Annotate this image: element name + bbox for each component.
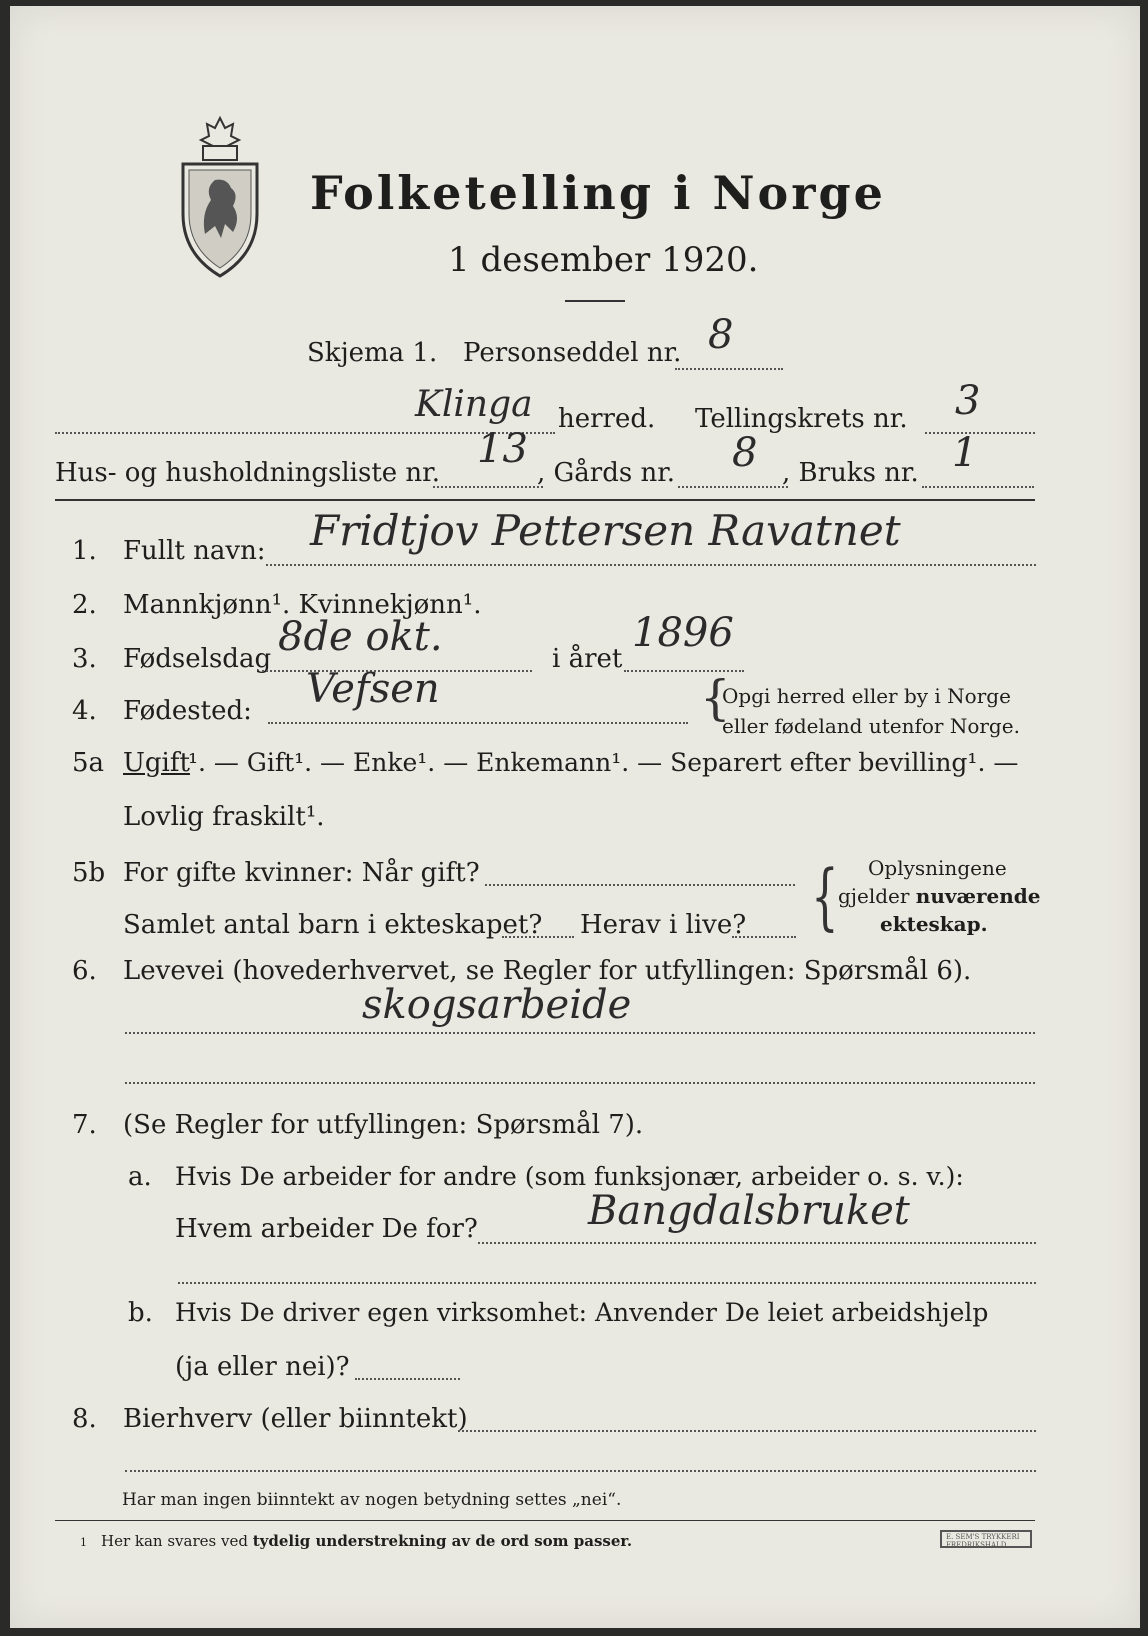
footnote: 1 Her kan svares ved tydelig understrekning av de ord som passer.	[80, 1532, 633, 1550]
q4-note-1: Opgi herred eller by i Norge	[722, 684, 1011, 708]
q4-value: Vefsen	[306, 666, 440, 712]
q5a-ugift: Ugift	[123, 748, 190, 778]
q8-field[interactable]	[458, 1430, 1036, 1432]
q7a-question: Hvem arbeider De for?	[175, 1214, 478, 1244]
q8-number: 8.	[72, 1404, 97, 1434]
divider	[565, 300, 625, 302]
q5b-note-1: Oplysningene	[868, 856, 1007, 880]
q5b-live-field[interactable]	[732, 936, 796, 938]
q7b-question: (ja eller nei)?	[175, 1352, 350, 1382]
q7a-label: Hvis De arbeider for andre (som funksjonær, arbeider o. s. v.):	[175, 1162, 964, 1191]
q7-label: (Se Regler for utfyllingen: Spørsmål 7).	[123, 1110, 644, 1140]
herred-label: herred.	[558, 404, 656, 434]
gards-label: , Gårds nr.	[537, 458, 676, 488]
tellingskrets-value: 3	[955, 378, 981, 424]
q4-brace: {	[700, 670, 731, 726]
personseddel-value: 8	[708, 312, 734, 358]
q6-label: Levevei (hovederhvervet, se Regler for utfyllingen: Spørsmål 6).	[123, 956, 972, 986]
q7a-letter: a.	[128, 1162, 152, 1192]
q3-aret-value: 1896	[632, 610, 734, 656]
gards-field[interactable]	[678, 486, 788, 488]
skjema-label: Skjema 1.	[307, 338, 438, 368]
q7b-letter: b.	[128, 1298, 153, 1328]
q5a-options: ¹. — Gift¹. — Enke¹. — Enkemann¹. — Separert efter bevilling¹. —	[188, 748, 1019, 777]
form-title: Folketelling i Norge	[310, 166, 886, 220]
bruks-label: , Bruks nr.	[782, 458, 919, 488]
q5a-line-2: Lovlig fraskilt¹.	[123, 802, 325, 832]
personseddel-label: Personseddel nr.	[463, 338, 682, 368]
personseddel-field[interactable]	[675, 368, 783, 370]
q7a-field[interactable]	[478, 1242, 1036, 1244]
q5b-barn-label: Samlet antal barn i ekteskapet?	[123, 910, 543, 940]
q1-label: Fullt navn:	[123, 536, 266, 566]
herred-value: Klinga	[415, 384, 533, 425]
q7a-field-2[interactable]	[178, 1282, 1036, 1284]
q5b-note-3: ekteskap.	[880, 912, 988, 936]
hus-label: Hus- og husholdningsliste nr.	[55, 458, 441, 488]
q5b-note-2: gjelder nuværende	[838, 884, 1041, 908]
bruks-field[interactable]	[922, 486, 1034, 488]
q3-number: 3.	[72, 644, 97, 674]
q4-field[interactable]	[268, 722, 688, 724]
bruks-value: 1	[952, 430, 978, 476]
q8-field-2[interactable]	[125, 1470, 1036, 1472]
hus-value: 13	[477, 426, 528, 472]
q7b-label: Hvis De driver egen virksomhet: Anvender De leiet arbeidshjelp	[175, 1298, 989, 1327]
header-rule	[55, 499, 1035, 501]
footer-rule	[55, 1520, 1035, 1521]
q7b-field[interactable]	[355, 1378, 460, 1380]
q6-value: skogsarbeide	[362, 982, 632, 1028]
q5b-number: 5b	[72, 858, 106, 888]
q5b-naar-gift-field[interactable]	[485, 884, 795, 886]
q3-aret-label: i året	[552, 644, 623, 674]
q7-number: 7.	[72, 1110, 97, 1140]
q5b-live-label: Herav i live?	[580, 910, 747, 940]
q6-field-2[interactable]	[125, 1082, 1035, 1084]
hus-field[interactable]	[433, 486, 543, 488]
q6-field-1[interactable]	[125, 1032, 1035, 1034]
q8-label: Bierhverv (eller biinntekt)	[123, 1404, 468, 1434]
q1-field[interactable]	[266, 564, 1036, 566]
q5b-barn-field[interactable]	[502, 936, 574, 938]
q5b-brace: {	[811, 854, 839, 938]
gards-value: 8	[732, 430, 758, 476]
census-form	[10, 6, 1140, 1628]
tellingskrets-field[interactable]	[925, 432, 1035, 434]
q4-number: 4.	[72, 696, 97, 726]
q1-number: 1.	[72, 536, 97, 566]
tellingskrets-label: Tellingskrets nr.	[695, 404, 908, 434]
form-date: 1 desember 1920.	[448, 240, 759, 280]
q1-value: Fridtjov Pettersen Ravatnet	[310, 506, 901, 555]
coat-of-arms-icon	[175, 114, 265, 282]
printer-stamp: E. SEM'S TRYKKERI FREDRIKSHALD	[940, 1530, 1032, 1548]
footer-note: Har man ingen biinntekt av nogen betydning settes „nei“.	[122, 1490, 622, 1510]
q2-number: 2.	[72, 590, 97, 620]
q4-note-2: eller fødeland utenfor Norge.	[722, 714, 1020, 738]
q5a-number: 5a	[72, 748, 105, 778]
q5b-label: For gifte kvinner: Når gift?	[123, 858, 480, 888]
q7a-value: Bangdalsbruket	[588, 1188, 910, 1234]
q6-number: 6.	[72, 956, 97, 986]
q4-label: Fødested:	[123, 696, 252, 726]
q3-value: 8de okt.	[278, 614, 443, 660]
q3-label: Fødselsdag	[123, 644, 272, 674]
q2-label: Mannkjønn¹. Kvinnekjønn¹.	[123, 590, 482, 620]
